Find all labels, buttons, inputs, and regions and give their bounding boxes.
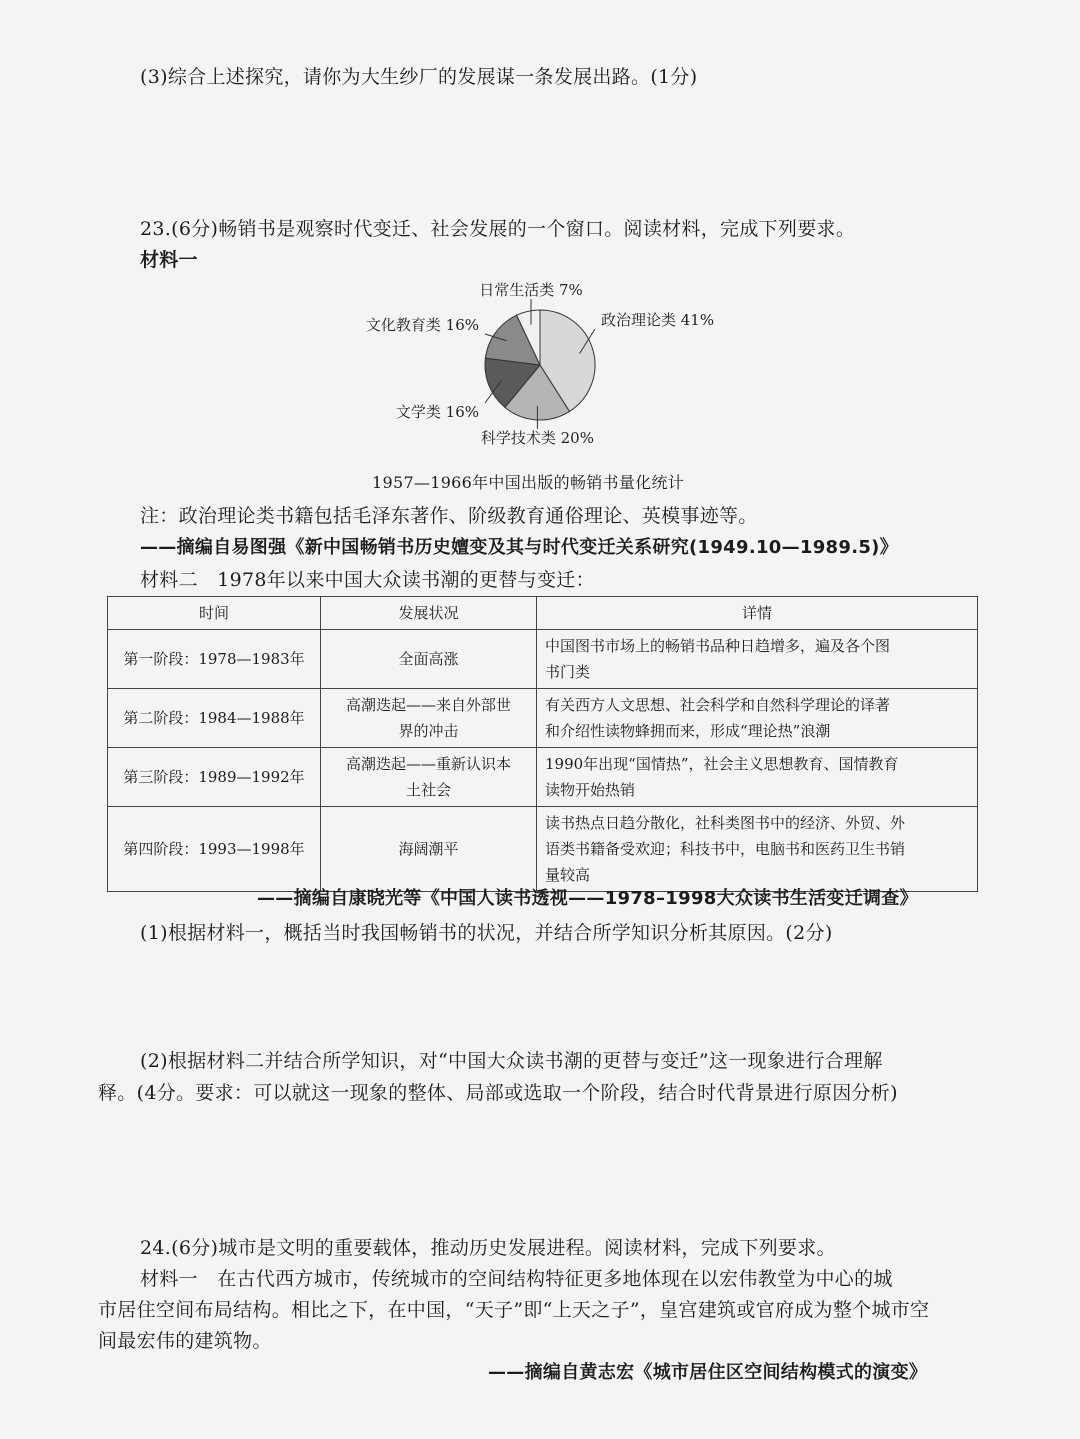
detail-line: 和介绍性读物蜂拥而来，形成“理论热”浪潮 — [545, 722, 831, 740]
status-cell — [321, 807, 537, 892]
detail-line: 读物开始热销 — [545, 781, 636, 799]
q24-material1-line1: 材料一 在古代西方城市，传统城市的空间结构特征更多地体现在以宏伟教堂为中心的城 — [140, 1268, 893, 1290]
pie-label-0: 政治理论类 41% — [601, 311, 715, 329]
detail-line: 中国图书市场上的畅销书品种日趋增多，遍及各个图 — [545, 637, 891, 655]
pie-label-4: 日常生活类 7% — [479, 281, 583, 299]
status-line: 高潮迭起——来自外部世 — [345, 696, 511, 714]
q23-question1: (1)根据材料一，概括当时我国畅销书的状况，并结合所学知识分析其原因。(2分) — [140, 922, 833, 944]
q23-note: 注：政治理论类书籍包括毛泽东著作、阶级教育通俗理论、英模事迹等。 — [140, 505, 758, 527]
detail-line: 量较高 — [545, 866, 591, 884]
detail-cell — [537, 630, 978, 689]
q24-source: ——摘编自黄志宏《城市居住区空间结构模式的演变》 — [488, 1362, 928, 1383]
detail-cell — [537, 748, 978, 807]
chart-caption: 1957—1966年中国出版的畅销书量化统计 — [372, 473, 685, 492]
table-row — [108, 748, 978, 807]
table-header-row — [108, 597, 978, 630]
q23-intro: 23.(6分)畅销书是观察时代变迁、社会发展的一个窗口。阅读材料，完成下列要求。 — [140, 218, 856, 240]
q23-source1: ——摘编自易图强《新中国畅销书历史嬗变及其与时代变迁关系研究(1949.10—1989.5)》 — [140, 537, 898, 558]
status-cell — [321, 630, 537, 689]
reading-trend-table — [107, 596, 978, 892]
q22-part3: (3)综合上述探究，请你为大生纱厂的发展谋一条发展出路。(1分) — [140, 66, 698, 88]
q23-material1-label: 材料一 — [140, 249, 198, 271]
q24-intro: 24.(6分)城市是文明的重要载体，推动历史发展进程。阅读材料，完成下列要求。 — [140, 1237, 836, 1259]
header-status: 发展状况 — [321, 597, 537, 630]
pie-slices — [485, 299, 595, 429]
q23-source2: ——摘编自康晓光等《中国人读书透视——1978–1998大众读书生活变迁调查》 — [257, 888, 918, 909]
detail-line: 语类书籍备受欢迎；科技书中，电脑书和医药卫生书销 — [545, 840, 906, 858]
status-line: 高潮迭起——重新认识本 — [345, 755, 511, 773]
status-line: 界的冲击 — [398, 722, 459, 740]
pie-label-2: 文学类 16% — [395, 403, 479, 421]
pie-chart — [350, 268, 750, 463]
pie-label-1: 科学技术类 20% — [480, 429, 594, 447]
table-row — [108, 630, 978, 689]
q24-material1-line2: 市居住空间布局结构。相比之下，在中国，“天子”即“上天之子”，皇宫建筑或官府成为整个城市空 — [98, 1299, 930, 1321]
table-row — [108, 689, 978, 748]
q23-material2-label: 材料二 1978年以来中国大众读书潮的更替与变迁： — [140, 569, 595, 591]
q23-question2-line1: (2)根据材料二并结合所学知识，对“中国大众读书潮的更替与变迁”这一现象进行合理解 — [140, 1050, 883, 1072]
detail-line: 1990年出现“国情热”，社会主义思想教育、国情教育 — [545, 755, 899, 773]
stage-cell: 第一阶段：1978—1983年 — [108, 630, 321, 689]
status-line: 海阔潮平 — [398, 840, 459, 858]
table-row — [108, 807, 978, 892]
q24-material1-line3: 间最宏伟的建筑物。 — [98, 1330, 272, 1352]
stage-cell: 第二阶段：1984—1988年 — [108, 689, 321, 748]
q23-question2-line2: 释。(4分。要求：可以就这一现象的整体、局部或选取一个阶段，结合时代背景进行原因分析) — [98, 1082, 898, 1104]
status-line: 全面高涨 — [398, 650, 459, 668]
header-time: 时间 — [108, 597, 321, 630]
detail-line: 书门类 — [545, 663, 591, 681]
stage-cell: 第三阶段：1989—1992年 — [108, 748, 321, 807]
pie-label-3: 文化教育类 16% — [365, 316, 479, 334]
detail-cell — [537, 807, 978, 892]
status-cell — [321, 748, 537, 807]
detail-line: 有关西方人文思想、社会科学和自然科学理论的译著 — [545, 696, 891, 714]
detail-line: 读书热点日趋分散化，社科类图书中的经济、外贸、外 — [545, 814, 906, 832]
detail-cell — [537, 689, 978, 748]
header-detail: 详情 — [537, 597, 978, 630]
status-cell — [321, 689, 537, 748]
status-line: 土社会 — [405, 781, 451, 799]
stage-cell: 第四阶段：1993—1998年 — [108, 807, 321, 892]
